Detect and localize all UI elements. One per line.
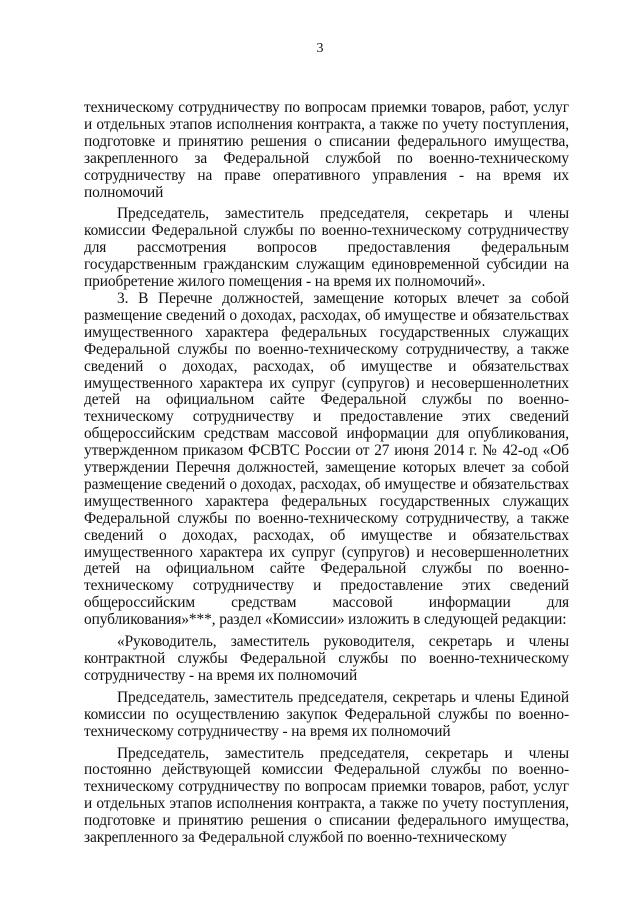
page-number: 3 bbox=[316, 41, 324, 56]
paragraph-procurement-commission: Председатель, заместитель председателя, секретарь и члены Единой комиссии по осуществлению закупок Федеральной службы по военно-техническому сотрудничеству - на время их полномочий bbox=[84, 688, 569, 740]
paragraph-housing-commission: Председатель, заместитель председателя, секретарь и члены комиссии Федеральной службы по военно-техническому сотрудничеству для рассмотрения вопросов предоставления федеральным государственным гражданским служащим единовременной субсидии на приобретение жилого помещения - на время их полномочий». bbox=[84, 205, 569, 291]
paragraph-item-3: 3. В Перечне должностей, замещение которых влечет за собой размещение сведений о доходах, расходах, об имуществе и обязательствах имущественного характера федеральных государственных служащих Федеральной службы по военно-техническому сотрудничеству, а также сведений о доходах, расходах, об имуществе и обязательствах имущественного характера их супруг (супругов) и несовершеннолетних детей на официальном сайте Федеральной службы по военно-техническому сотрудничеству и предоставление этих сведений общероссийским средствам массовой информации для опубликования, утвержденном приказом ФСВТС России от 27 июня 2014 г. № 42-од «Об утверждении Перечня должностей, замещение которых влечет за собой размещение сведений о доходах, расходах, об имуществе и обязательствах имущественного характера федеральных государственных служащих Федеральной службы по военно-техническому сотрудничеству, а также сведений о доходах, расходах, об имуществе и обязательствах имущественного характера их супруг (супругов) и несовершеннолетних детей на официальном сайте Федеральной службы по военно-техническому сотрудничеству и предоставление этих сведений общероссийским средствам массовой информации для опубликования»***, раздел «Комиссии» изложить в следующей редакции: bbox=[84, 289, 569, 629]
paragraph-continuation: техническому сотрудничеству по вопросам приемки товаров, работ, услуг и отдельных этапов исполнения контракта, а также по учету поступления, подготовке и принятию решения о списании федерального имущества, закрепленного за Федеральной службой по военно-техническому сотрудничеству на праве оперативного управления - на время их полномочий bbox=[84, 99, 569, 201]
paragraph-contract-service: «Руководитель, заместитель руководителя, секретарь и члены контрактной службы Федеральной службы по военно-техническому сотрудничеству - на время их полномочий bbox=[84, 633, 569, 684]
document-body bbox=[84, 100, 569, 847]
paragraph-acceptance-commission: Председатель, заместитель председателя, секретарь и члены постоянно действующей комиссии Федеральной службы по военно-техническому сотрудничеству по вопросам приемки товаров, работ, услуг и отдельных этапов исполнения контракта, а также по учету поступления, подготовке и принятию решения о списании федерального имущества, закрепленного за Федеральной службой по военно-техническому bbox=[84, 744, 569, 847]
